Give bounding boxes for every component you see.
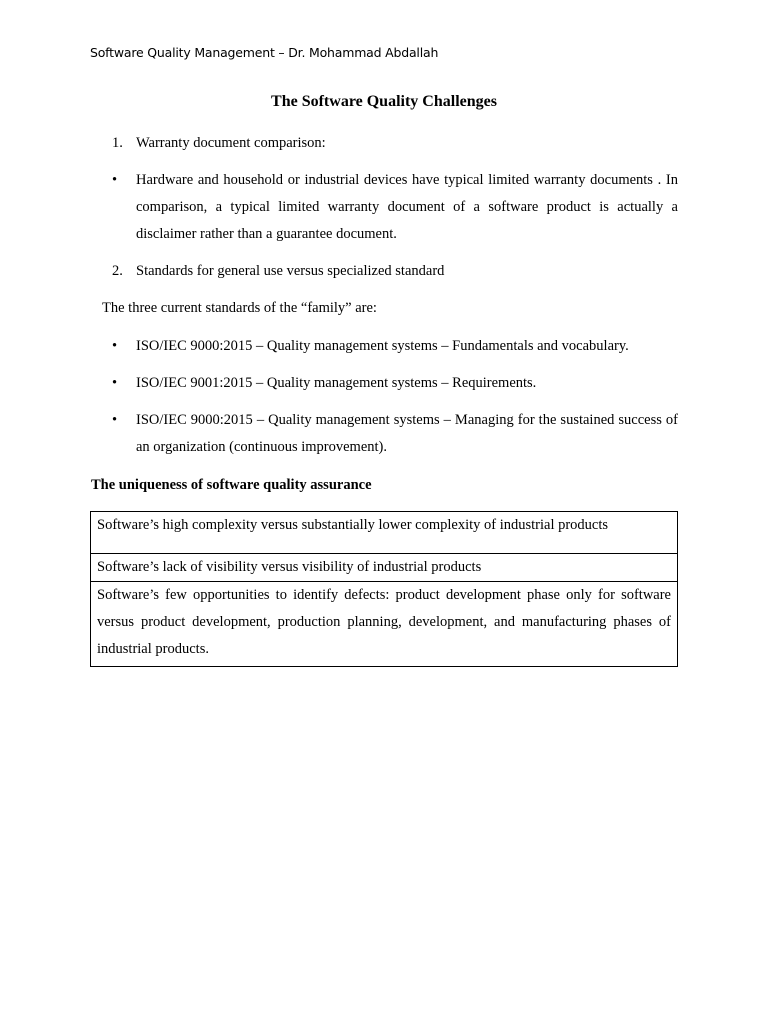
- standard-text: ISO/IEC 9000:2015 – Quality management systems – Fundamentals and vocabulary.: [136, 338, 629, 354]
- bullet-marker: •: [112, 375, 118, 391]
- bullet-marker: •: [112, 172, 118, 188]
- list-number: 2.: [112, 263, 123, 279]
- section-heading: The uniqueness of software quality assurance: [91, 477, 372, 493]
- bullet-marker: •: [112, 412, 118, 428]
- page-header: Software Quality Management – Dr. Mohammad Abdallah: [90, 45, 439, 60]
- numbered-item-text: Warranty document comparison:: [136, 135, 326, 151]
- uniqueness-table: [90, 511, 678, 667]
- standard-item-2: [112, 370, 678, 397]
- standard-text: ISO/IEC 9000:2015 – Quality management systems – Managing for the sustained success of an organization (continuous improvement).: [136, 412, 678, 455]
- list-number: 1.: [112, 135, 123, 151]
- bullet-item-warranty: [112, 167, 678, 248]
- table-cell: Software’s few opportunities to identify defects: product development phase only for software versus product development, production planning, development, and manufacturing phases of industrial products.: [91, 582, 678, 667]
- numbered-item-2: [112, 258, 678, 285]
- table-row: [91, 582, 678, 667]
- page-title: The Software Quality Challenges: [271, 93, 497, 110]
- standard-text: ISO/IEC 9001:2015 – Quality management systems – Requirements.: [136, 375, 537, 391]
- table-cell: Software’s high complexity versus substantially lower complexity of industrial products: [91, 512, 678, 554]
- table-cell: Software’s lack of visibility versus visibility of industrial products: [91, 554, 678, 582]
- table-row: [91, 554, 678, 582]
- standard-item-1: [112, 333, 678, 360]
- family-intro: The three current standards of the “family” are:: [102, 300, 377, 316]
- table-row: [91, 512, 678, 554]
- numbered-item-text: Standards for general use versus specialized standard: [136, 263, 445, 279]
- numbered-item-1: [112, 130, 678, 157]
- standard-item-3: [112, 407, 678, 461]
- bullet-marker: •: [112, 338, 118, 354]
- bullet-item-text: Hardware and household or industrial devices have typical limited warranty documents . In comparison, a typical limited warranty document of a software product is actually a disclaimer rather than a guarantee document.: [136, 172, 678, 242]
